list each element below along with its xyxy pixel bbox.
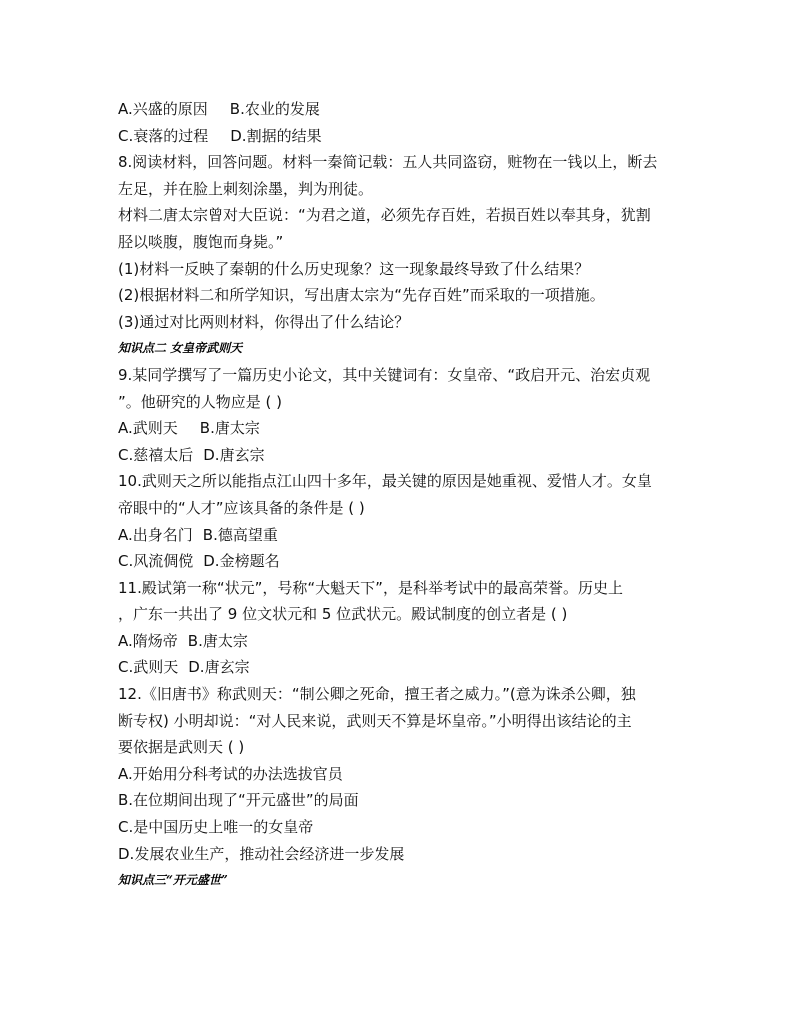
section-heading: 知识点二 女皇帝武则天 (118, 341, 243, 356)
option-b: D.金榜题名 (203, 552, 280, 571)
text-line: 断专权) 小明却说：“对人民来说，武则天不算是坏皇帝。”小明得出该结论的主 (118, 711, 632, 730)
text-line: 12.《旧唐书》称武则天：“制公卿之死命，擅王者之威力。”(意为诛杀公卿，独 (118, 685, 636, 704)
text-line: D.发展农业生产，推动社会经济进一步发展 (118, 844, 405, 863)
option-b: B.唐太宗 (187, 631, 248, 650)
text-line: (2)根据材料二和所学知识，写出唐太宗为“先存百姓”而采取的一项措施。 (118, 286, 605, 305)
option-line (118, 96, 678, 123)
option-b: B.唐太宗 (199, 419, 260, 438)
text-line: (1)材料一反映了秦朝的什么历史现象？这一现象最终导致了什么结果？ (118, 259, 590, 278)
option-a: A.隋炀帝 (118, 631, 178, 650)
option-a: A.武则天 (118, 419, 178, 438)
option-line (118, 415, 678, 442)
text-line: ”。他研究的人物应是 ( ) (118, 392, 283, 411)
option-line (118, 654, 678, 681)
option-a: A.兴盛的原因 (118, 100, 208, 118)
text-line: 10.武则天之所以能指点江山四十多年，最关键的原因是她重视、爱惜人才。女皇 (118, 472, 652, 491)
text-line: 11.殿试第一称“状元”，号称“大魁天下”，是科举考试中的最高荣誉。历史上 (118, 578, 623, 597)
text-line: 9.某同学撰写了一篇历史小论文，其中关键词有：女皇帝、“政启开元、治宏贞观 (118, 365, 651, 384)
text-line: 材料二唐太宗曾对大臣说：“为君之道，必须先存百姓，若损百姓以奉其身，犹割 (118, 206, 651, 225)
option-a: C.慈禧太后 (118, 445, 194, 464)
section-heading: 知识点三“开元盛世” (118, 873, 228, 888)
text-line: ，广东一共出了 9 位文状元和 5 位武状元。殿试制度的创立者是 ( ) (118, 605, 568, 624)
text-line: A.开始用分科考试的办法选拔官员 (118, 764, 343, 783)
option-b: B.德高望重 (202, 525, 278, 544)
text-line: (3)通过对比两则材料，你得出了什么结论？ (118, 312, 410, 331)
option-b: D.割据的结果 (230, 126, 322, 145)
option-line (118, 442, 678, 469)
text-line: 8.阅读材料，回答问题。材料一秦简记载：五人共同盗窃，赃物在一钱以上，断去 (118, 153, 658, 172)
option-line (118, 548, 678, 575)
text-line: 要依据是武则天 ( ) (118, 738, 245, 757)
text-line: 左足，并在脸上刺刻涂墨，判为刑徒。 (118, 179, 374, 198)
option-a: C.武则天 (118, 658, 179, 677)
option-a: C.风流倜傥 (118, 552, 194, 571)
option-line (118, 123, 678, 150)
option-line (118, 628, 678, 655)
option-a: C.衰落的过程 (118, 126, 209, 145)
document-page (118, 96, 678, 894)
option-b: D.唐玄宗 (188, 658, 250, 677)
option-b: D.唐玄宗 (203, 445, 265, 464)
text-line: C.是中国历史上唯一的女皇帝 (118, 818, 314, 837)
text-line: 帝眼中的“人才”应该具备的条件是 ( ) (118, 498, 365, 517)
text-line: 胫以啖腹，腹饱而身毙。” (118, 232, 284, 251)
option-a: A.出身名门 (118, 525, 193, 544)
option-b: B.农业的发展 (229, 100, 320, 118)
text-line: B.在位期间出现了“开元盛世”的局面 (118, 791, 359, 810)
option-line (118, 522, 678, 549)
